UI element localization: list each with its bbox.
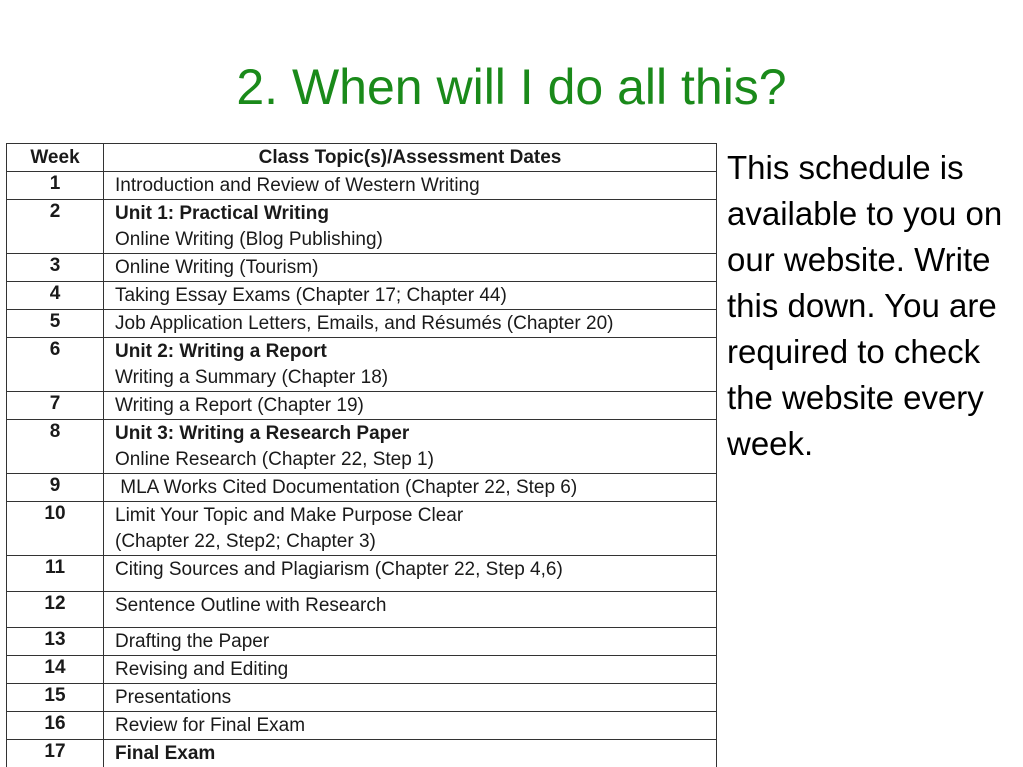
topic-text: Drafting the Paper bbox=[115, 631, 270, 652]
table-row bbox=[7, 474, 717, 502]
table-row bbox=[7, 684, 717, 712]
topic-cell bbox=[104, 338, 717, 392]
topic-cell bbox=[104, 556, 717, 592]
topic-text: Citing Sources and Plagiarism (Chapter 22, Step 4,6) bbox=[115, 559, 563, 580]
unit-heading: Final Exam bbox=[115, 743, 216, 764]
topic-text: Revising and Editing bbox=[115, 659, 289, 680]
topic-cell bbox=[104, 474, 717, 502]
topic-text: MLA Works Cited Documentation (Chapter 22, Step 6) bbox=[115, 477, 578, 498]
schedule-note: This schedule is available to you on our website. Write this down. You are required to check the website every week. bbox=[727, 149, 1003, 462]
week-number: 16 bbox=[7, 712, 104, 740]
unit-heading: Unit 2: Writing a Report bbox=[115, 341, 327, 362]
week-number: 3 bbox=[7, 254, 104, 282]
table-row bbox=[7, 628, 717, 656]
topic-cell bbox=[104, 392, 717, 420]
topic-column-header: Class Topic(s)/Assessment Dates bbox=[104, 144, 717, 172]
week-number: 15 bbox=[7, 684, 104, 712]
week-number: 10 bbox=[7, 502, 104, 556]
topic-text: Job Application Letters, Emails, and Résumés (Chapter 20) bbox=[115, 313, 614, 334]
topic-cell bbox=[104, 282, 717, 310]
topic-cell bbox=[104, 254, 717, 282]
topic-text: Review for Final Exam bbox=[115, 715, 306, 736]
week-number: 6 bbox=[7, 338, 104, 392]
table-row bbox=[7, 592, 717, 628]
topic-text: Online Research (Chapter 22, Step 1) bbox=[115, 449, 434, 470]
table-row bbox=[7, 712, 717, 740]
week-number: 8 bbox=[7, 420, 104, 474]
schedule-table-container bbox=[6, 143, 717, 767]
topic-cell bbox=[104, 712, 717, 740]
topic-cell bbox=[104, 310, 717, 338]
table-row bbox=[7, 172, 717, 200]
topic-cell bbox=[104, 684, 717, 712]
week-number: 4 bbox=[7, 282, 104, 310]
table-header-row bbox=[7, 144, 717, 172]
topic-text: Writing a Report (Chapter 19) bbox=[115, 395, 364, 416]
topic-cell bbox=[104, 656, 717, 684]
unit-heading: Unit 3: Writing a Research Paper bbox=[115, 423, 410, 444]
topic-text: Limit Your Topic and Make Purpose Clear bbox=[115, 505, 464, 526]
topic-text: Writing a Summary (Chapter 18) bbox=[115, 367, 389, 388]
topic-cell bbox=[104, 592, 717, 628]
slide-title: 2. When will I do all this? bbox=[236, 59, 787, 115]
topic-text: Sentence Outline with Research bbox=[115, 595, 387, 616]
table-row bbox=[7, 420, 717, 474]
topic-text: Presentations bbox=[115, 687, 232, 708]
table-row bbox=[7, 338, 717, 392]
week-number: 17 bbox=[7, 740, 104, 767]
week-number: 1 bbox=[7, 172, 104, 200]
week-column-header: Week bbox=[7, 144, 104, 172]
table-row bbox=[7, 200, 717, 254]
week-number: 9 bbox=[7, 474, 104, 502]
schedule-table-body bbox=[7, 172, 717, 767]
table-row bbox=[7, 556, 717, 592]
unit-heading: Unit 1: Practical Writing bbox=[115, 203, 329, 224]
week-number: 12 bbox=[7, 592, 104, 628]
table-row bbox=[7, 502, 717, 556]
topic-cell bbox=[104, 200, 717, 254]
table-row bbox=[7, 656, 717, 684]
table-row bbox=[7, 310, 717, 338]
topic-text: (Chapter 22, Step2; Chapter 3) bbox=[115, 531, 376, 552]
topic-cell bbox=[104, 420, 717, 474]
topic-text: Online Writing (Blog Publishing) bbox=[115, 229, 383, 250]
table-row bbox=[7, 392, 717, 420]
topic-text: Online Writing (Tourism) bbox=[115, 257, 319, 278]
topic-cell bbox=[104, 502, 717, 556]
topic-cell bbox=[104, 740, 717, 767]
topic-text: Introduction and Review of Western Writing bbox=[115, 175, 480, 196]
week-number: 14 bbox=[7, 656, 104, 684]
schedule-table bbox=[6, 143, 717, 767]
topic-cell bbox=[104, 172, 717, 200]
week-number: 2 bbox=[7, 200, 104, 254]
week-number: 11 bbox=[7, 556, 104, 592]
topic-text: Taking Essay Exams (Chapter 17; Chapter 44) bbox=[115, 285, 507, 306]
table-row bbox=[7, 282, 717, 310]
topic-cell bbox=[104, 628, 717, 656]
table-row bbox=[7, 254, 717, 282]
table-row bbox=[7, 740, 717, 767]
week-number: 5 bbox=[7, 310, 104, 338]
week-number: 13 bbox=[7, 628, 104, 656]
week-number: 7 bbox=[7, 392, 104, 420]
